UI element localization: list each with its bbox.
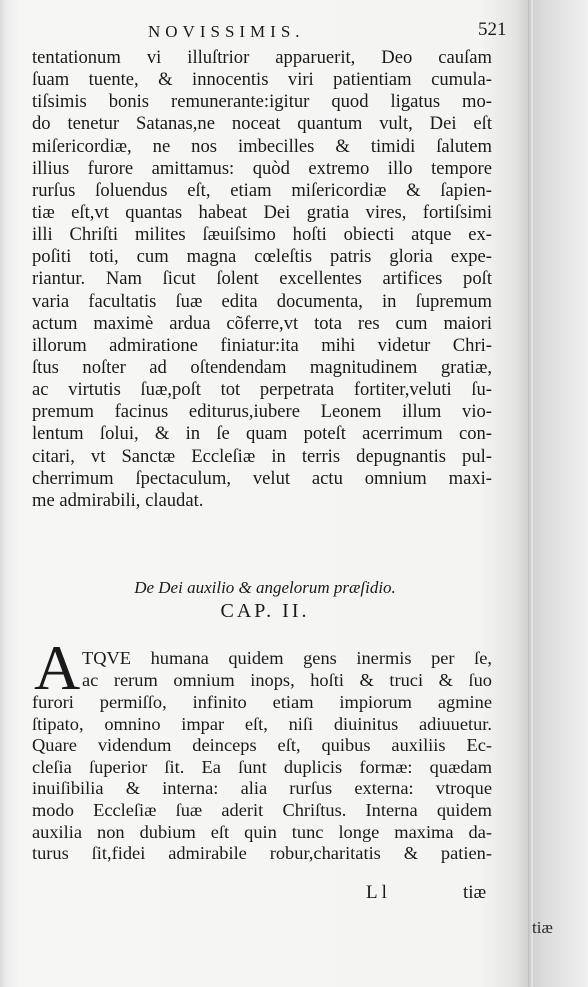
text-line-last: me admirabili, claudat. bbox=[32, 489, 204, 511]
text-line: cherrimum ſpectaculum, velut actu omnium maxi- bbox=[32, 467, 492, 489]
drop-cap: A bbox=[34, 632, 81, 703]
facing-page-fragment: tiæ bbox=[532, 918, 553, 937]
text-line: premum facinus editurus,iubere Leonem illum vio- bbox=[32, 401, 492, 423]
chapter-heading: CAP. II. bbox=[220, 600, 310, 622]
running-title: NOVISSIMIS. bbox=[148, 22, 305, 41]
signature-mark: Ll bbox=[366, 882, 391, 903]
text-line: rurſus ſoluendus eſt, etiam miſericordiæ & ſapien- bbox=[32, 179, 492, 201]
main-text-block bbox=[32, 47, 492, 512]
text-line: illorum admiratione finiatur:ita mihi videtur Chri- bbox=[32, 334, 492, 356]
page-number: 521 bbox=[478, 19, 507, 40]
text-line: tiæ eſt,vt quantas habeat Dei gratia vires, fortiſsimi bbox=[32, 201, 492, 223]
text-line: cleſia ſuperior ſit. Ea ſunt duplicis formæ: quædam bbox=[32, 756, 492, 777]
text-line: modo Eccleſiæ ſuæ aderit Chriſtus. Interna quidem bbox=[32, 799, 492, 820]
section-title: De Dei auxilio & angelorum præſidio. bbox=[134, 578, 396, 597]
section-second-line: ac rerum omnium inops, hoſti & truci & ſuo bbox=[82, 670, 492, 690]
text-line: actum maximè ardua cõferre,vt tota res cum maiori bbox=[32, 312, 492, 334]
text-line: miſericordiæ, ne nos imbecilles & timidi ſalutem bbox=[32, 135, 492, 157]
text-line: ſtus noſter ad oſtendendam magnitudinem gratiæ, bbox=[32, 356, 492, 378]
text-line: inuiſibilia & interna: alia rurſus externa: vtroque bbox=[32, 778, 492, 799]
text-line: auxilia non dubium eſt quin tunc longe maxima da- bbox=[32, 821, 492, 842]
text-line: lentum ſolui, & in ſe quam poteſt acerrimum con- bbox=[32, 423, 492, 445]
catchword: tiæ bbox=[463, 882, 487, 903]
text-line: Quare videndum deinceps eſt, quibus auxiliis Ec- bbox=[32, 735, 492, 756]
text-line: ſuam tuente, & innocentis viri patientiam cumula- bbox=[32, 69, 492, 91]
page-footer bbox=[0, 882, 588, 906]
text-line: illius furore amittamus: quòd extremo illo tempore bbox=[32, 157, 492, 179]
text-line: ſtipato, omnino impar eſt, niſi diuinitus adiuuetur. bbox=[32, 713, 492, 734]
text-line: varia facultatis ſuæ edita documenta, in ſupremum bbox=[32, 290, 492, 312]
text-line: ac virtutis ſuæ,poſt tot perpetrata fortiter,veluti ſu- bbox=[32, 379, 492, 401]
text-line: citari, vt Sanctæ Eccleſiæ in terris depugnantis pul- bbox=[32, 445, 492, 467]
text-line: poſiti toti, cum magna cœleſtis patris gloria expe- bbox=[32, 246, 492, 268]
text-line: illi Chriſti milites ſæuiſsimo hoſti obiecti atque ex- bbox=[32, 224, 492, 246]
section-first-line: TQVE humana quidem gens inermis per ſe, bbox=[82, 648, 492, 668]
text-line: furori permiſſo, infinito etiam impiorum agmine bbox=[32, 692, 492, 712]
text-line: tiſsimis bonis remunerante:igitur quod ligatus mo- bbox=[32, 91, 492, 113]
page-gutter-shadow bbox=[528, 0, 533, 987]
section-text-block bbox=[32, 692, 492, 865]
text-line: do tenetur Satanas,ne noceat quantum vult, Dei eſt bbox=[32, 113, 492, 135]
text-line: riantur. Nam ſicut ſolent excellentes artifices poſt bbox=[32, 268, 492, 290]
running-head bbox=[0, 18, 588, 46]
text-line: turus ſit,fidei admirabile robur,charitatis & patien- bbox=[32, 843, 492, 864]
text-line: tentationum vi illuſtrior apparuerit, Deo cauſam bbox=[32, 47, 492, 68]
